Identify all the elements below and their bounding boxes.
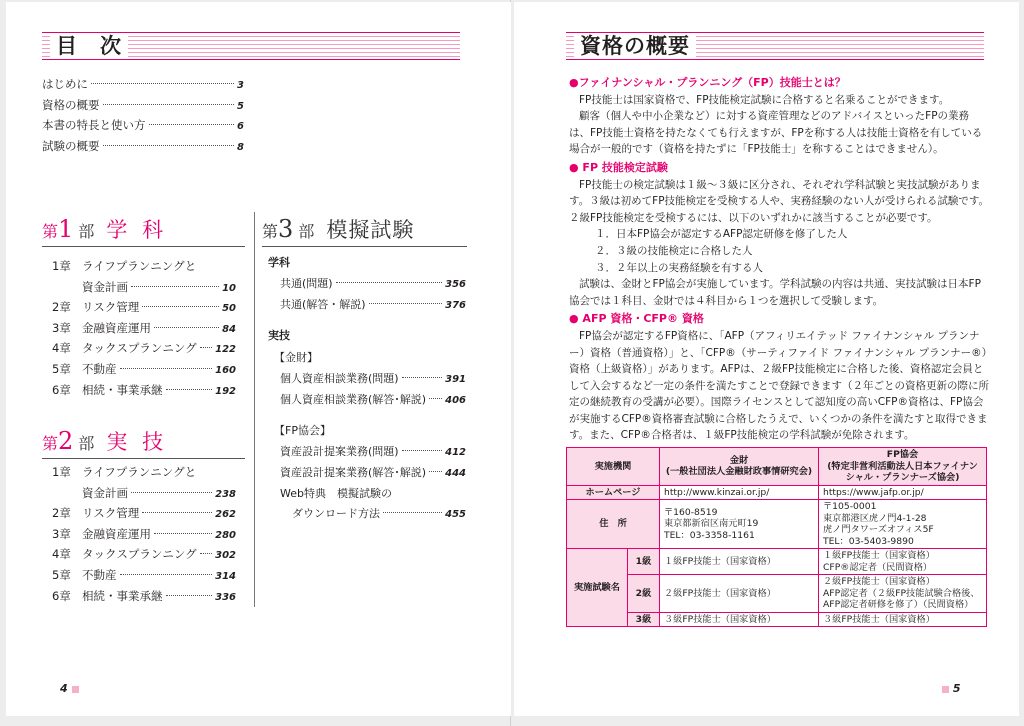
toc-entry[interactable]: [42, 95, 244, 116]
section3-para1: FP協会が認定するFP資格に、「AFP（アフィリエイテッド ファイナンシャル プランナー）資格（普通資格）」と、「CFP®（サーティファイド ファイナンシャル プランナー®）資格（上級資格）」があります。AFPは、２級FP技能検定に合格した後、資格認定会員として入会するなど一定の条件を満たすことで登録できます（２年ごとの資格更新の際に所定の継続教育の受講が必要）。国際ライセンスとして認知度の高いCFP®資格は、FP協会が実施するCFP®資格審査試験に合格したうえで、いくつかの条件を満たすと取得できます。また、CFP®合格者は、１級FP技能検定の学科試験が免除されます。: [569, 329, 989, 442]
toc-entry-label: 個人資産相談業務(解答･解説): [280, 392, 427, 406]
dot-leader: [402, 450, 443, 451]
folio-square-icon: [942, 686, 949, 693]
toc-entry[interactable]: [280, 295, 466, 316]
part3-prefix: 第: [262, 222, 279, 241]
table-header-kinzai: 金財 (一般社団法人金融財政事情研究会): [660, 448, 819, 486]
fp-grade2: ２級FP技能士（国家資格） AFP認定者（２級FP技能試験合格後、 AFP認定者研修を修了）（民間資格）: [819, 575, 987, 613]
part2-title: 実 技: [106, 430, 168, 454]
toc-title-box: [42, 32, 460, 60]
toc-entry-label: 資金計画: [82, 485, 128, 500]
grade-cell: 3級: [627, 612, 659, 627]
toc-entry-label: 相続・事業承継: [82, 382, 163, 397]
dot-leader: [142, 512, 212, 513]
toc-chapter-number: 6章: [52, 382, 71, 397]
part2-number: 2: [58, 427, 74, 455]
grade-cell: 2級: [627, 575, 659, 613]
part1-suffix: 部: [78, 222, 95, 241]
part1-title: 学 科: [106, 218, 168, 242]
toc-chapter-number: 1章: [52, 465, 71, 479]
part3-underline: [262, 246, 467, 247]
table-header-fp: FP協会 (特定非営利活動法人日本ファイナンシャル・プランナーズ協会): [819, 448, 987, 486]
toc-entry-label: 資金計画: [82, 279, 128, 294]
table-header-org: 実施機関: [567, 448, 660, 486]
toc-page-number: 6: [237, 121, 244, 133]
fp-address: 〒105-0001 東京都港区虎ノ門4-1-28 虎ノ門タワーズオフィス5F TEL：03-5403-9890: [819, 500, 987, 549]
dot-leader: [154, 533, 212, 534]
toc-page-number: 84: [222, 323, 236, 335]
toc-entry-label: 不動産: [82, 567, 117, 582]
toc-page-number: 8: [237, 141, 244, 153]
toc-entry-label: 金融資産運用: [82, 526, 151, 541]
dot-leader: [200, 553, 212, 554]
toc-entry[interactable]: [280, 369, 466, 390]
toc-page-number: 122: [215, 344, 236, 356]
part1-underline: [42, 246, 245, 247]
part1-number: 1: [58, 215, 74, 243]
part3-title: 模擬試験: [326, 218, 415, 242]
toc-entry-label: リスク管理: [82, 506, 140, 521]
toc-page-number: 336: [215, 591, 236, 603]
part2-heading: [42, 426, 167, 456]
toc-entry[interactable]: [280, 442, 466, 463]
part1-prefix: 第: [42, 222, 59, 241]
toc-entry-label: 個人資産相談業務(問題): [280, 372, 399, 386]
section2-heading: ● FP 技能検定試験: [569, 160, 668, 174]
toc-chapter-number: 3章: [52, 320, 71, 335]
dot-leader: [103, 145, 235, 146]
kinzai-grade1: １級FP技能士（国家資格）: [660, 549, 819, 575]
toc-chapter-number: 2章: [52, 506, 71, 521]
toc-entry[interactable]: [42, 115, 244, 136]
toc-entry[interactable]: [280, 463, 466, 484]
right-page-number: 5: [952, 682, 961, 695]
dot-leader: [402, 377, 443, 378]
toc-chapter-number: 6章: [52, 588, 71, 603]
folio-square-icon: [72, 686, 79, 693]
web-bonus-line1[interactable]: Web特典 模擬試験の: [280, 486, 392, 500]
dot-leader: [154, 327, 219, 328]
part3-number: 3: [278, 215, 294, 243]
toc-entry-label: 資産設計提案業務(解答･解説): [280, 465, 427, 479]
toc-entry-label: 資産設計提案業務(問題): [280, 445, 399, 459]
toc-entry-label: ライフプランニングと: [82, 465, 197, 479]
section2-para2: 試験は、金財とFP協会が実施しています。学科試験の内容は共通、実技試験は日本FP協会では１科目、金財では４科目から１つを選択して受験します。: [569, 278, 981, 307]
toc-page-number: 314: [215, 570, 236, 582]
gakka-label: 学科: [268, 256, 290, 269]
kinzai-grade2: ２級FP技能士（国家資格）: [660, 575, 819, 613]
overview-body: [569, 75, 989, 444]
exam-info-table: [566, 447, 987, 627]
toc-chapter-number: 5章: [52, 361, 71, 376]
toc-entry[interactable]: [42, 136, 244, 157]
toc-title: 目 次: [50, 34, 128, 58]
toc-entry[interactable]: [52, 462, 236, 483]
dot-leader: [120, 368, 213, 369]
overview-title-box: [566, 32, 984, 60]
toc-page-number: 302: [215, 550, 236, 562]
toc-chapter-number: 5章: [52, 567, 71, 582]
left-page-number: 4: [60, 682, 68, 695]
toc-page-number: 412: [445, 447, 466, 459]
overview-title: 資格の概要: [574, 34, 696, 58]
part3-suffix: 部: [298, 222, 315, 241]
toc-entry[interactable]: [52, 586, 236, 607]
toc-page-number: 238: [215, 488, 236, 500]
dot-leader: [142, 306, 219, 307]
dot-leader: [429, 471, 442, 472]
toc-entry[interactable]: [52, 380, 236, 401]
toc-entry-label: タックスプランニング: [82, 341, 197, 356]
toc-chapter-number: 1章: [52, 259, 71, 273]
toc-chapter-number: 2章: [52, 300, 71, 315]
toc-entry-label: 不動産: [82, 361, 117, 376]
table-address-label: 住 所: [567, 500, 660, 549]
right-folio: [942, 682, 961, 695]
toc-entry[interactable]: [52, 483, 236, 504]
dot-leader: [131, 286, 219, 287]
toc-page-number: 5: [237, 100, 244, 112]
toc-entry[interactable]: [52, 277, 236, 298]
toc-entry[interactable]: [52, 565, 236, 586]
table-exam-label: 実施試験名: [567, 549, 628, 627]
part1-chapter-list: [52, 256, 236, 400]
part2-underline: [42, 458, 245, 459]
section2-para1: FP技能士の検定試験は１級～３級に区分され、それぞれ学科試験と実技試験があります。３級は初めてFP技能検定を受検する人や、実務経験のない人が受けられる試験です。２級FP技能検定を受検するには、以下のいずれかに該当することが必要です。: [569, 178, 989, 224]
fp-grade1: １級FP技能士（国家資格） CFP®認定者（民間資格）: [819, 549, 987, 575]
toc-entry-label: タックスプランニング: [82, 547, 197, 562]
dot-leader: [91, 83, 234, 84]
section1-para1: FP技能士は国家資格で、FP技能検定試験に合格すると名乗ることができます。: [579, 93, 950, 106]
section1-heading: ●ファイナンシャル・プランニング（FP）技能士とは？: [569, 76, 846, 89]
section2-list-item: ３．２年以上の実務経験を有する人: [595, 261, 763, 274]
part2-prefix: 第: [42, 434, 59, 453]
part2-chapter-list: [52, 462, 236, 606]
section1-para2: 顧客（個人や中小企業など）に対する資産管理などのアドバイスといったFPの業務は、FP技能士資格を持たなくても行えますが、FPを称する人は技能士資格を有している場合が一般的です（資格を持たずに「FP技能士」を称することはできません）。: [569, 110, 983, 156]
kinzai-label: 【金財】: [274, 351, 318, 365]
toc-chapter-number: 4章: [52, 547, 71, 562]
toc-entry-label: 共通(解答・解説): [280, 297, 366, 311]
section3-heading: ● AFP 資格・CFP® 資格: [569, 312, 704, 326]
toc-entry-label: 試験の概要: [42, 138, 100, 153]
dot-leader: [200, 347, 212, 348]
web-bonus-line2[interactable]: ダウンロード方法 455: [292, 507, 466, 521]
dot-leader: [336, 282, 443, 283]
part3-heading: [262, 214, 414, 244]
toc-chapter-number: 3章: [52, 526, 71, 541]
part3-contents: [268, 252, 466, 525]
toc-page-number: 356: [445, 279, 466, 290]
dot-leader: [120, 574, 213, 575]
kinzai-address: 〒160-8519 東京都新宿区南元町19 TEL：03-3358-1161: [660, 500, 819, 549]
part2-suffix: 部: [78, 434, 95, 453]
toc-page-number: 262: [215, 509, 236, 521]
toc-intro-list: [42, 74, 244, 156]
toc-page-number: 3: [237, 80, 244, 91]
fp-grade3: ３級FP技能士（国家資格）: [819, 612, 987, 627]
column-divider: [254, 212, 255, 607]
section2-list-item: １．日本FP協会が認定するAFP認定研修を修了した人: [595, 228, 848, 241]
toc-entry[interactable]: [52, 297, 236, 318]
toc-entry[interactable]: [280, 390, 466, 411]
dot-leader: [369, 303, 443, 304]
toc-entry-label: はじめに: [42, 77, 88, 91]
toc-page-number: 192: [215, 385, 236, 397]
toc-entry[interactable]: [52, 503, 236, 524]
toc-entry[interactable]: [52, 524, 236, 545]
toc-page-number: 50: [222, 303, 236, 315]
toc-entry-label: 相続・事業承継: [82, 588, 163, 603]
toc-entry-label: 資格の概要: [42, 97, 100, 112]
toc-entry-label: 本書の特長と使い方: [42, 118, 146, 133]
toc-entry[interactable]: [52, 318, 236, 339]
toc-entry[interactable]: [52, 359, 236, 380]
toc-entry-label: ライフプランニングと: [82, 259, 197, 273]
toc-page-number: 160: [215, 364, 236, 376]
left-page: [6, 2, 511, 716]
dot-leader: [131, 492, 212, 493]
kinzai-grade3: ３級FP技能士（国家資格）: [660, 612, 819, 627]
toc-page-number: 10: [222, 282, 236, 294]
toc-entry-label: 共通(問題): [280, 277, 333, 290]
jitsugi-label: 実技: [268, 329, 290, 343]
toc-chapter-number: 4章: [52, 341, 71, 356]
toc-page-number: 406: [445, 394, 466, 406]
toc-entry[interactable]: [52, 256, 236, 277]
toc-entry[interactable]: [280, 274, 466, 295]
left-folio: [60, 682, 79, 695]
dot-leader: [166, 389, 213, 390]
section2-list-item: ２．３級の技能検定に合格した人: [595, 244, 753, 257]
toc-entry-label: リスク管理: [82, 300, 140, 315]
grade-cell: 1級: [627, 549, 659, 575]
toc-entry[interactable]: [52, 338, 236, 359]
right-page: [514, 2, 1019, 716]
dot-leader: [166, 595, 213, 596]
part1-heading: [42, 214, 167, 244]
toc-page-number: 376: [445, 299, 466, 311]
fp-homepage-link[interactable]: https://www.jafp.or.jp/: [819, 485, 987, 500]
toc-page-number: 280: [215, 529, 236, 541]
toc-page-number: 391: [445, 374, 466, 386]
fp-label: 【FP協会】: [274, 424, 331, 438]
dot-leader: [149, 124, 235, 125]
toc-entry[interactable]: [42, 74, 244, 95]
dot-leader: [103, 104, 235, 105]
toc-entry[interactable]: [52, 544, 236, 565]
table-hp-label: ホームページ: [567, 485, 660, 500]
toc-entry-label: 金融資産運用: [82, 320, 151, 335]
kinzai-homepage-link[interactable]: http://www.kinzai.or.jp/: [660, 485, 819, 500]
toc-page-number: 444: [445, 467, 466, 479]
dot-leader: [429, 398, 442, 399]
